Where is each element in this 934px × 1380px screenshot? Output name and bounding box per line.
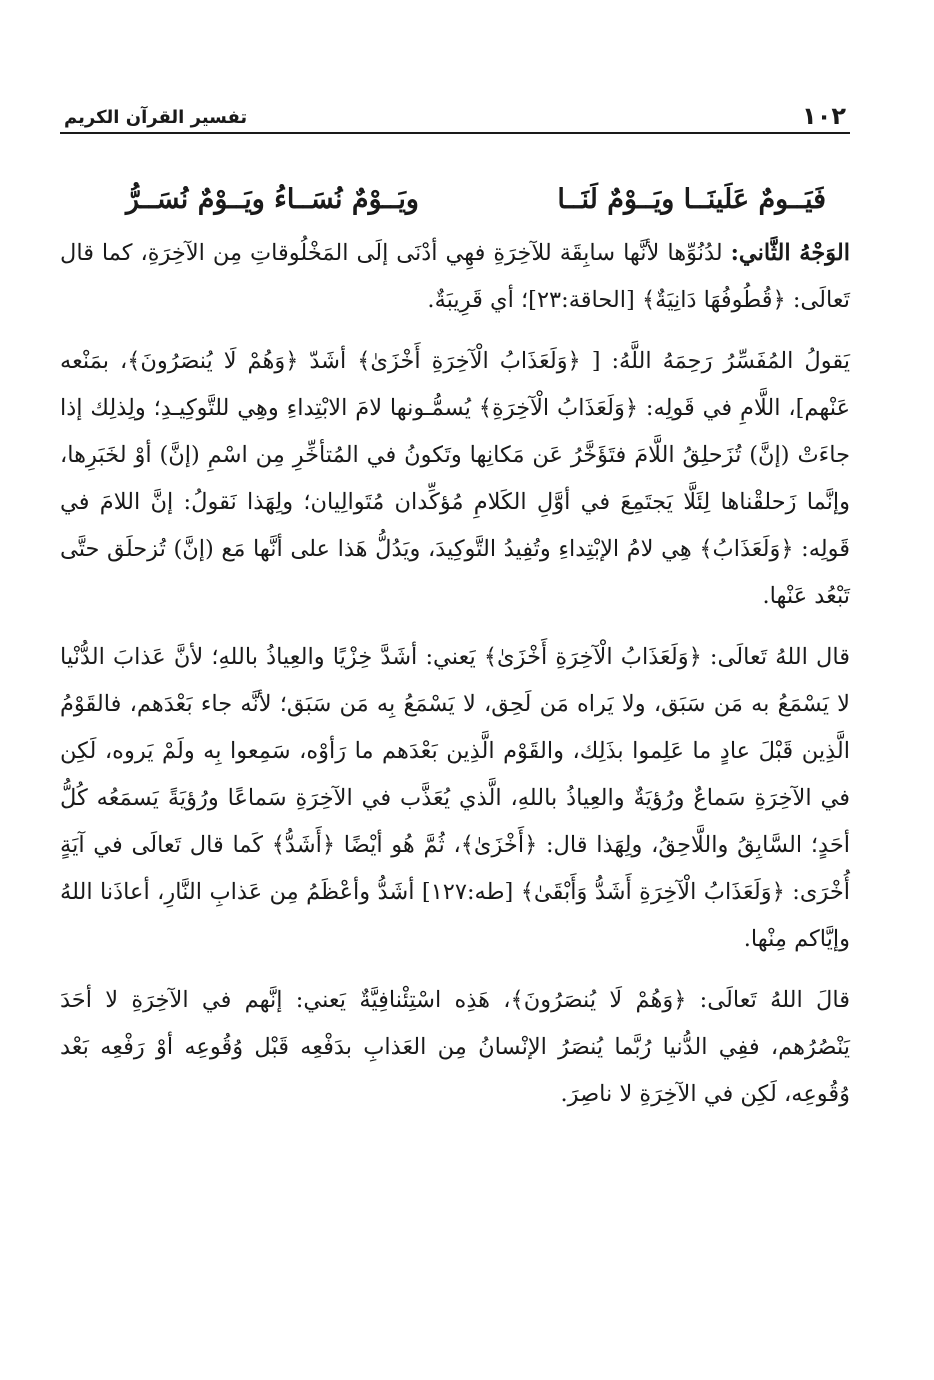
paragraph-second-aspect <box>60 230 850 324</box>
paragraph-commentator <box>60 338 850 620</box>
page-number: ١٠٢ <box>802 102 846 130</box>
book-page <box>60 96 850 1118</box>
poem-hemistich-right: فَيَــومٌ عَلَينَــا ويَــوْمٌ لَنَــا <box>557 184 826 215</box>
paragraph-text: لدُنُوِّها لأنَّها سابِقَة للآخِرَةِ فهِي أدْنَى إلَى المَخْلُوقاتِ مِن الآخِرَةِ، كما قال تَعالَى: ﴿قُطُوفُهَا دَانِيَةٌ﴾ [الحاقة:٢٣]؛ أي قَرِيبَةٌ. <box>60 240 850 313</box>
poem-hemistich-left: ويَــوْمٌ نُسَــاءُ ويَــوْمٌ نُسَــرُّ <box>126 184 419 215</box>
paragraph-lead: الوَجْهُ الثَّاني: <box>730 240 850 266</box>
poetry-verse <box>126 180 826 220</box>
paragraph-not-helped <box>60 977 850 1118</box>
page-header <box>60 96 850 134</box>
paragraph-text: قال اللهُ تَعالَى: ﴿وَلَعَذَابُ الْآخِرَةِ أَخْزَىٰ﴾ يَعني: أشَدَّ خِزْيًا والعِياذُ باللهِ؛ لأنَّ عَذابَ الدُّنْيا لا يَسْمَعُ به مَن سَبَق، ولا يَراه مَن لَحِق، لا يَسْمَعُ بِه مَن سَبَق؛ لأنَّه جاء بَعْدَهم، فالقَوْمُ الَّذِين قَبْلَ عادٍ ما عَلِموا بذَلِك، والقَوْم الَّذِين بَعْدَهم ما رَأوْه، سَمِعوا بِه ولَمْ يَروه، لَكِن في الآخِرَةِ سَماعٌ ورُؤيَةٌ والعِياذُ باللهِ، الَّذي يُعَذَّب في الآخِرَةِ سَماعًا ورُؤيَةً يَسمَعُه كُلُّ أحَدٍ؛ السَّابِقُ واللَّاحِقُ، ولِهَذا قال: ﴿أَخْزَىٰ﴾، ثُمَّ هُو أيْضًا ﴿أَشَدُّ﴾ كَما قال تَعالَى في آيَةٍ أُخْرَى: ﴿وَلَعَذَابُ الْآخِرَةِ أَشَدُّ وَأَبْقَىٰ﴾ [طه:١٢٧] أشَدُّ وأعْظَمُ مِن عَذابِ النَّارِ، أعاذَنا اللهُ وإيَّاكم مِنْها. <box>60 644 850 952</box>
paragraph-greater-disgrace <box>60 634 850 963</box>
paragraph-text: قالَ اللهُ تَعالَى: ﴿وَهُمْ لَا يُنصَرُونَ﴾، هَذِه اسْتِئْنافِيَّةٌ يَعني: إنَّهم في الآخِرَةِ لا أحَدَ يَنْصُرُهم، ففِي الدُّنيا رُبَّما يُنصَرُ الإنْسانُ مِن العَذابِ بدَفْعِه قَبْل وُقُوعِه أوْ رَفْعِه بَعْد وُقُوعِه، لَكِن في الآخِرَةِ لا ناصِرَ. <box>60 987 850 1107</box>
book-title: تفسير القرآن الكريم <box>64 107 248 128</box>
paragraph-text: يَقولُ المُفَسِّرُ رَحِمَهُ اللَّهُ: [ ﴿وَلَعَذَابُ الْآخِرَةِ أَخْزَىٰ﴾ أشَدّ ﴿وَهُمْ لَا يُنصَرُونَ﴾، بمَنْعه عَنْهم]، اللَّامِ في قَولِه: ﴿وَلَعَذَابُ الْآخِرَةِ﴾ يُسمُّـونها لامَ الابْتِداءِ وهِي للتَّوكِيـدِ؛ ولِذلِك إذا جاءَتْ (إنَّ) تُزَحلِقُ اللَّامَ فتَؤَخَّرُ عَن مَكانِها وتَكونُ في المُتأخِّرِ مِن اسْمِ (إنَّ) أوْ لخَبَرِها، وإنَّما زَحلقْناها لِئَلَّا يَجتَمِعَ في أوَّلِ الكَلامِ مُؤكِّدان مُتَوالِيان؛ ولِهَذا نَقولُ: إنَّ اللامَ في قَولِه: ﴿وَلَعَذَابُ﴾ هِي لامُ الإبْتِداءِ وتُفِيدُ التَّوكِيدَ، ويَدُلُّ هَذا على أنَّها مَع (إنَّ) تُزحلَق حتَّى تَبْعُد عَنْها. <box>60 348 850 609</box>
